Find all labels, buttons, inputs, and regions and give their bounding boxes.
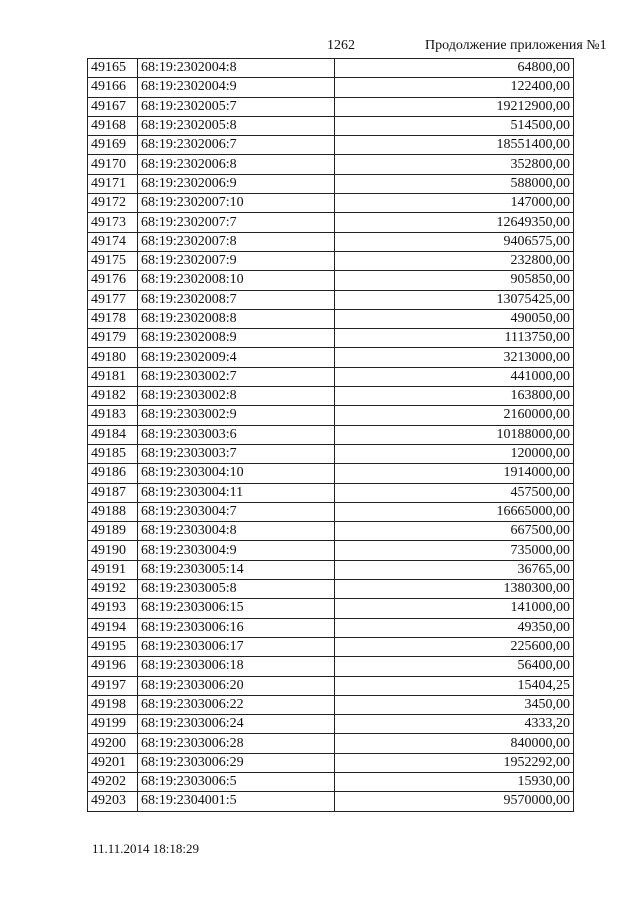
cadastral-number-cell: 68:19:2303002:8 [138,387,335,406]
table-row [88,290,574,309]
table-row [88,734,574,753]
row-number-cell: 49182 [88,387,138,406]
table-row [88,213,574,232]
cadastral-number-cell: 68:19:2303006:28 [138,734,335,753]
cadastral-number-cell: 68:19:2302006:8 [138,155,335,174]
cadastral-number-cell: 68:19:2302005:7 [138,97,335,116]
table-row [88,78,574,97]
cadastral-number-cell: 68:19:2303006:29 [138,753,335,772]
cadastral-number-cell: 68:19:2303003:7 [138,444,335,463]
cadastral-number-cell: 68:19:2302006:7 [138,136,335,155]
cadastral-number-cell: 68:19:2303004:8 [138,522,335,541]
row-number-cell: 49180 [88,348,138,367]
row-number-cell: 49170 [88,155,138,174]
cadastral-number-cell: 68:19:2303004:11 [138,483,335,502]
cadastral-value-cell: 490050,00 [335,309,574,328]
cadastral-number-cell: 68:19:2303006:17 [138,637,335,656]
cadastral-value-cell: 3450,00 [335,695,574,714]
row-number-cell: 49187 [88,483,138,502]
table-row [88,59,574,78]
table-row [88,425,574,444]
cadastral-value-cell: 232800,00 [335,251,574,270]
table-row [88,232,574,251]
table-row [88,271,574,290]
row-number-cell: 49185 [88,444,138,463]
cadastral-number-cell: 68:19:2303006:18 [138,657,335,676]
cadastral-value-cell: 36765,00 [335,560,574,579]
table-row [88,155,574,174]
table-row [88,541,574,560]
row-number-cell: 49178 [88,309,138,328]
table-row [88,483,574,502]
row-number-cell: 49171 [88,174,138,193]
cadastral-value-cell: 15930,00 [335,772,574,791]
row-number-cell: 49174 [88,232,138,251]
row-number-cell: 49172 [88,194,138,213]
row-number-cell: 49192 [88,580,138,599]
cadastral-number-cell: 68:19:2302008:10 [138,271,335,290]
table-row [88,116,574,135]
row-number-cell: 49196 [88,657,138,676]
cadastral-value-cell: 905850,00 [335,271,574,290]
table-row [88,194,574,213]
cadastral-number-cell: 68:19:2303004:10 [138,464,335,483]
row-number-cell: 49181 [88,367,138,386]
row-number-cell: 49179 [88,329,138,348]
table-row [88,348,574,367]
row-number-cell: 49201 [88,753,138,772]
cadastral-value-cell: 163800,00 [335,387,574,406]
table-row [88,309,574,328]
cadastral-value-cell: 1952292,00 [335,753,574,772]
table-row [88,136,574,155]
cadastral-value-cell: 840000,00 [335,734,574,753]
cadastral-number-cell: 68:19:2302007:9 [138,251,335,270]
row-number-cell: 49202 [88,772,138,791]
cadastral-value-cell: 3213000,00 [335,348,574,367]
cadastral-number-cell: 68:19:2302007:7 [138,213,335,232]
table-row [88,406,574,425]
cadastral-value-cell: 10188000,00 [335,425,574,444]
cadastral-number-cell: 68:19:2302004:9 [138,78,335,97]
cadastral-number-cell: 68:19:2302004:8 [138,59,335,78]
table-row [88,444,574,463]
row-number-cell: 49194 [88,618,138,637]
cadastral-value-cell: 15404,25 [335,676,574,695]
row-number-cell: 49203 [88,792,138,811]
row-number-cell: 49177 [88,290,138,309]
table-row [88,464,574,483]
row-number-cell: 49191 [88,560,138,579]
table-row [88,580,574,599]
continuation-title: Продолжение приложения №1 [425,38,607,53]
cadastral-value-cell: 64800,00 [335,59,574,78]
table-row [88,772,574,791]
row-number-cell: 49197 [88,676,138,695]
table-row [88,502,574,521]
table-row [88,715,574,734]
table-row [88,387,574,406]
cadastral-number-cell: 68:19:2303003:6 [138,425,335,444]
row-number-cell: 49168 [88,116,138,135]
table-row [88,97,574,116]
table-row [88,657,574,676]
cadastral-value-cell: 735000,00 [335,541,574,560]
cadastral-number-cell: 68:19:2303005:14 [138,560,335,579]
row-number-cell: 49193 [88,599,138,618]
row-number-cell: 49189 [88,522,138,541]
cadastral-value-cell: 2160000,00 [335,406,574,425]
print-timestamp: 11.11.2014 18:18:29 [92,841,200,856]
cadastral-number-cell: 68:19:2302007:8 [138,232,335,251]
table-row [88,676,574,695]
cadastral-value-cell: 225600,00 [335,637,574,656]
cadastral-value-cell: 49350,00 [335,618,574,637]
cadastral-number-cell: 68:19:2303006:16 [138,618,335,637]
cadastral-number-cell: 68:19:2303002:9 [138,406,335,425]
row-number-cell: 49176 [88,271,138,290]
cadastral-value-cell: 13075425,00 [335,290,574,309]
table-row [88,695,574,714]
cadastral-number-cell: 68:19:2302007:10 [138,194,335,213]
cadastral-number-cell: 68:19:2304001:5 [138,792,335,811]
cadastral-value-cell: 588000,00 [335,174,574,193]
cadastral-number-cell: 68:19:2302009:4 [138,348,335,367]
table-row [88,753,574,772]
cadastral-number-cell: 68:19:2302005:8 [138,116,335,135]
row-number-cell: 49183 [88,406,138,425]
table-row [88,329,574,348]
table-row [88,599,574,618]
row-number-cell: 49188 [88,502,138,521]
row-number-cell: 49165 [88,59,138,78]
cadastral-number-cell: 68:19:2303006:5 [138,772,335,791]
table-row [88,174,574,193]
row-number-cell: 49200 [88,734,138,753]
cadastral-value-cell: 56400,00 [335,657,574,676]
cadastral-value-cell: 667500,00 [335,522,574,541]
row-number-cell: 49198 [88,695,138,714]
row-number-cell: 49190 [88,541,138,560]
cadastral-number-cell: 68:19:2302008:9 [138,329,335,348]
table-row [88,618,574,637]
cadastral-value-cell: 352800,00 [335,155,574,174]
cadastral-number-cell: 68:19:2303004:7 [138,502,335,521]
table-row [88,367,574,386]
table-row [88,522,574,541]
cadastral-value-cell: 9406575,00 [335,232,574,251]
row-number-cell: 49166 [88,78,138,97]
cadastral-value-cell: 1113750,00 [335,329,574,348]
cadastral-value-cell: 147000,00 [335,194,574,213]
cadastral-value-cell: 120000,00 [335,444,574,463]
cadastral-value-cell: 18551400,00 [335,136,574,155]
cadastral-number-cell: 68:19:2303006:22 [138,695,335,714]
cadastral-value-cell: 4333,20 [335,715,574,734]
cadastral-number-cell: 68:19:2303002:7 [138,367,335,386]
cadastral-number-cell: 68:19:2302008:7 [138,290,335,309]
row-number-cell: 49175 [88,251,138,270]
cadastral-value-cell: 441000,00 [335,367,574,386]
cadastral-value-cell: 9570000,00 [335,792,574,811]
row-number-cell: 49173 [88,213,138,232]
cadastral-value-cell: 514500,00 [335,116,574,135]
cadastral-value-table [87,58,574,812]
row-number-cell: 49169 [88,136,138,155]
cadastral-value-cell: 141000,00 [335,599,574,618]
cadastral-value-cell: 1380300,00 [335,580,574,599]
row-number-cell: 49195 [88,637,138,656]
row-number-cell: 49184 [88,425,138,444]
table-row [88,637,574,656]
table-row [88,560,574,579]
cadastral-value-cell: 122400,00 [335,78,574,97]
cadastral-number-cell: 68:19:2303006:20 [138,676,335,695]
cadastral-number-cell: 68:19:2303006:24 [138,715,335,734]
cadastral-value-cell: 457500,00 [335,483,574,502]
table-row [88,792,574,811]
cadastral-value-cell: 16665000,00 [335,502,574,521]
cadastral-number-cell: 68:19:2303004:9 [138,541,335,560]
cadastral-value-cell: 12649350,00 [335,213,574,232]
row-number-cell: 49199 [88,715,138,734]
row-number-cell: 49167 [88,97,138,116]
cadastral-number-cell: 68:19:2302006:9 [138,174,335,193]
table-row [88,251,574,270]
table-body [88,59,574,812]
cadastral-value-cell: 19212900,00 [335,97,574,116]
cadastral-value-cell: 1914000,00 [335,464,574,483]
cadastral-number-cell: 68:19:2303006:15 [138,599,335,618]
cadastral-number-cell: 68:19:2302008:8 [138,309,335,328]
cadastral-number-cell: 68:19:2303005:8 [138,580,335,599]
row-number-cell: 49186 [88,464,138,483]
page-number: 1262 [327,38,355,53]
